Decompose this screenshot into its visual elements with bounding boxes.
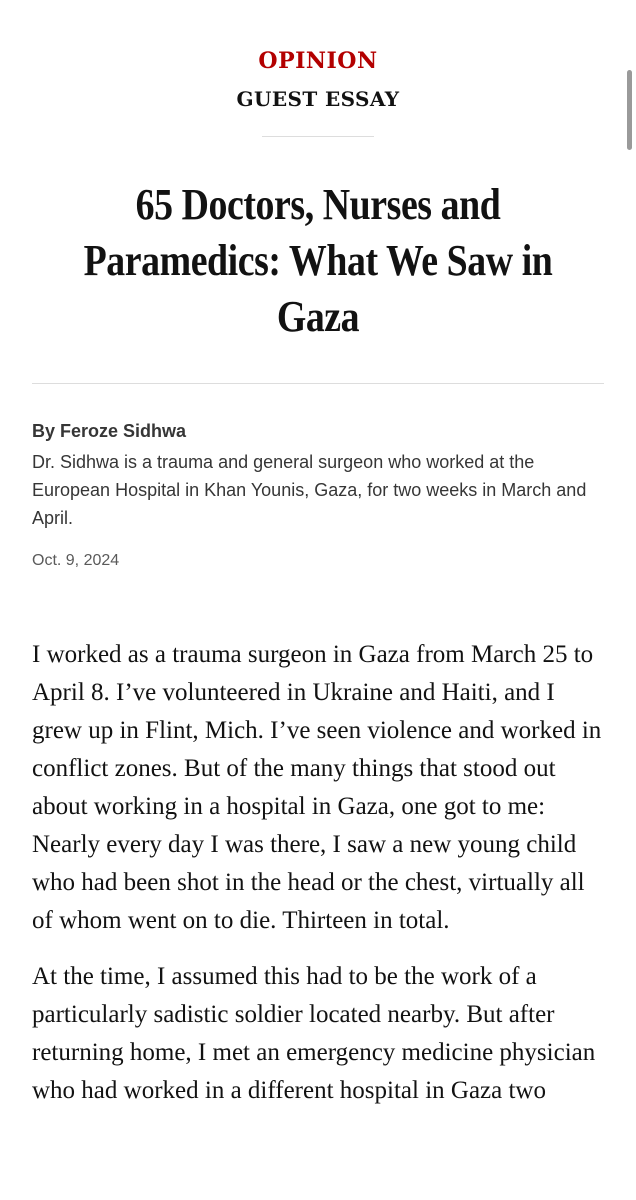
article-header (0, 0, 636, 137)
byline[interactable]: By Feroze Sidhwa (32, 421, 187, 441)
article-paragraph: At the time, I assumed this had to be the work of a particularly sadistic soldier located nearby. But after returning home, I met an emergency medicine physician who had worked in a different hospital in Gaza two (32, 963, 596, 1104)
article-paragraph: I worked as a trauma surgeon in Gaza from March 25 to April 8. I’ve volunteered in Ukraine and Haiti, and I grew up in Flint, Mich. I’ve seen violence and worked in conflict zones. But of the many things that stood out about working in a hospital in Gaza, one got to me: Nearly every day I was there, I saw a new young child who had been shot in the head or the chest, virtually all of whom went on to die. Thirteen in total. (32, 641, 602, 934)
section-label[interactable]: OPINION (258, 48, 378, 74)
article-meta (0, 384, 636, 572)
publish-date: Oct. 9, 2024 (32, 552, 120, 569)
essay-kicker: GUEST ESSAY (236, 87, 400, 111)
headline (79, 177, 557, 345)
author-bio: Dr. Sidhwa is a trauma and general surgeon who worked at the European Hospital in Khan Younis, Gaza, for two weeks in March and April. (32, 452, 587, 528)
scrollbar[interactable] (627, 70, 632, 150)
headline-line-1: 65 Doctors, Nurses and (135, 180, 501, 229)
header-divider (262, 136, 374, 137)
headline-line-2: Paramedics: What We Saw in Gaza (83, 236, 553, 341)
article-body (0, 572, 636, 1110)
